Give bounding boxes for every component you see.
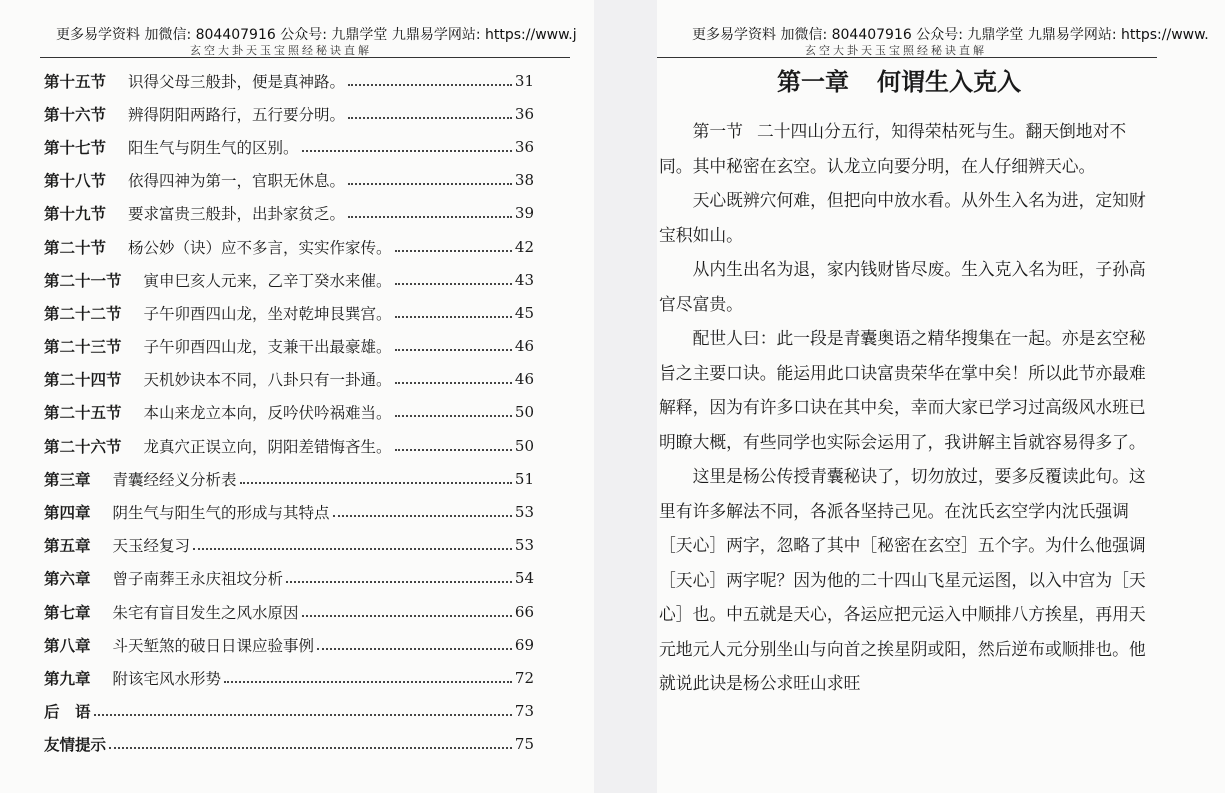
toc-entry-label: 第五章	[44, 536, 91, 556]
watermark-text: 更多易学资料 加微信: 804407916 公众号: 九鼎学堂 九鼎易学网站: https://www.j	[56, 27, 577, 43]
toc-leader-dots	[109, 747, 512, 749]
toc-entry-title: 曾子南葬王永庆祖坟分析	[112, 570, 284, 589]
toc-entry-title: 本山来龙立本向，反吟伏吟祸难当。	[143, 404, 392, 423]
toc-leader-dots	[302, 150, 512, 152]
toc-entry	[44, 628, 534, 661]
toc-entry	[44, 595, 534, 628]
toc-entry-page: 73	[514, 702, 534, 721]
left-page	[0, 0, 594, 793]
toc-entry-title: 子午卯酉四山龙，坐对乾坤艮巽宫。	[143, 304, 392, 323]
toc-leader-dots	[193, 548, 512, 550]
toc-entry-label: 后 语	[44, 702, 91, 722]
running-head: 玄空大卦天玉宝照经秘诀直解	[805, 44, 987, 57]
toc-entry	[44, 197, 534, 230]
toc-leader-dots	[317, 648, 512, 650]
toc-entry-page: 72	[514, 668, 534, 687]
toc-leader-dots	[286, 581, 512, 583]
toc-entry-title: 天机妙诀本不同，八卦只有一卦通。	[143, 371, 392, 390]
paragraph: 配世人曰：此一段是青囊奥语之精华搜集在一起。亦是玄空秘旨之主要口诀。能运用此口诀富贵荣华在掌中矣！所以此节亦最难解释，因为有许多口诀在其中矣，幸而大家已学习过高级风水班已明瞭大概，有些同学也实际会运用了，我讲解主旨就容易得多了。	[659, 328, 1146, 452]
toc-entry-label: 第二十三节	[44, 337, 122, 357]
toc-entry-label: 第二十二节	[44, 303, 122, 323]
toc-leader-dots	[224, 681, 512, 683]
toc-entry-page: 43	[514, 270, 534, 289]
toc-entry-page: 53	[514, 536, 534, 555]
toc-entry	[44, 164, 534, 197]
toc-leader-dots	[348, 84, 512, 86]
running-head: 玄空大卦天玉宝照经秘诀直解	[190, 44, 372, 57]
toc-entry-title: 朱宅有盲目发生之风水原因	[112, 603, 299, 622]
toc-leader-dots	[395, 382, 512, 384]
toc-entry	[44, 330, 534, 363]
toc-leader-dots	[348, 117, 512, 119]
toc-entry-page: 46	[514, 370, 534, 389]
toc-entry-page: 39	[514, 204, 534, 223]
toc-entry-title: 子午卯酉四山龙，支兼干出最豪雄。	[143, 338, 392, 357]
toc-entry-title: 天玉经复习	[112, 537, 191, 556]
toc-entry-page: 75	[514, 735, 534, 754]
toc-leader-dots	[395, 349, 512, 351]
toc-entry-page: 45	[514, 303, 534, 322]
toc-entry-title: 要求富贵三般卦，出卦家贫乏。	[128, 205, 346, 224]
watermark-text: 更多易学资料 加微信: 804407916 公众号: 九鼎学堂 九鼎易学网站: https://www.	[692, 27, 1209, 43]
toc-entry-title: 杨公妙（诀）应不多言，实实作家传。	[128, 238, 392, 257]
toc-entry-label: 第二十六节	[44, 436, 122, 456]
toc-leader-dots	[348, 216, 512, 218]
toc-entry-page: 36	[514, 104, 534, 123]
toc-leader-dots	[94, 714, 512, 716]
toc-entry-page: 53	[514, 503, 534, 522]
header-rule	[40, 57, 570, 58]
toc-entry-page: 54	[514, 569, 534, 588]
toc-entry-page: 42	[514, 237, 534, 256]
toc-entry-title: 阳生气与阴生气的区别。	[128, 138, 299, 157]
toc-entry	[44, 495, 534, 528]
header-rule	[657, 57, 1157, 58]
toc-entry-title: 斗天堑煞的破日日课应验事例	[112, 636, 315, 655]
toc-entry-page: 50	[514, 436, 534, 455]
table-of-contents	[44, 64, 534, 761]
toc-entry-title: 识得父母三般卦，便是真神路。	[128, 72, 346, 91]
toc-leader-dots	[395, 449, 512, 451]
toc-leader-dots	[395, 415, 512, 417]
toc-entry	[44, 529, 534, 562]
paragraph: 从内生出名为退，家内钱财皆尽废。生入克入名为旺，子孙高官尽富贵。	[659, 259, 1146, 314]
toc-entry	[44, 396, 534, 429]
toc-entry-title: 龙真穴正误立向，阴阳差错悔吝生。	[143, 437, 392, 456]
toc-entry-label: 友情提示	[44, 735, 107, 755]
toc-entry-label: 第七章	[44, 602, 91, 622]
toc-entry-title: 青囊经经义分析表	[112, 470, 237, 489]
toc-entry	[44, 263, 534, 296]
toc-entry	[44, 728, 534, 761]
right-page	[657, 0, 1225, 793]
toc-leader-dots	[395, 283, 512, 285]
toc-entry-label: 第四章	[44, 503, 91, 523]
toc-entry-label: 第二十节	[44, 237, 107, 257]
toc-entry-page: 66	[514, 602, 534, 621]
paragraph	[659, 114, 1155, 183]
toc-entry-label: 第二十一节	[44, 270, 122, 290]
toc-leader-dots	[302, 615, 512, 617]
page-gutter	[594, 0, 657, 793]
toc-entry-page: 31	[514, 71, 534, 90]
toc-leader-dots	[395, 250, 512, 252]
toc-entry-page: 50	[514, 403, 534, 422]
toc-entry	[44, 230, 534, 263]
toc-entry-page: 69	[514, 635, 534, 654]
toc-entry	[44, 661, 534, 694]
chapter-body	[659, 114, 1155, 701]
toc-leader-dots	[395, 316, 512, 318]
toc-entry-label: 第二十五节	[44, 403, 122, 423]
toc-entry-title: 依得四神为第一，官职无休息。	[128, 172, 346, 191]
toc-leader-dots	[333, 515, 512, 517]
paragraph: 这里是杨公传授青囊秘诀了，切勿放过，要多反覆读此句。这里有许多解法不同，各派各坚持己见。在沈氏玄空学内沈氏强调［天心］两字，忽略了其中［秘密在玄空］五个字。为什么他强调［天心］两字呢？因为他的二十四山飞星元运图，以入中宫为［天心］也。中五就是天心，各运应把元运入中顺排八方挨星，再用天元地元人元分别坐山与向首之挨星阴或阳，然后逆布或顺排也。他就说此诀是杨公求旺山求旺	[659, 466, 1146, 693]
toc-entry	[44, 296, 534, 329]
toc-entry-title: 阴生气与阳生气的形成与其特点	[112, 504, 330, 523]
toc-entry-label: 第十七节	[44, 137, 107, 157]
toc-entry-label: 第二十四节	[44, 370, 122, 390]
section-label: 第一节	[692, 121, 743, 141]
toc-entry	[44, 130, 534, 163]
toc-entry-label: 第八章	[44, 635, 91, 655]
toc-entry	[44, 462, 534, 495]
toc-entry	[44, 64, 534, 97]
paragraph: 天心既辨穴何难，但把向中放水看。从外生入名为进，定知财宝积如山。	[659, 190, 1146, 245]
toc-entry	[44, 97, 534, 130]
toc-entry-page: 38	[514, 171, 534, 190]
toc-entry	[44, 363, 534, 396]
toc-entry-title: 辨得阴阳两路行，五行要分明。	[128, 105, 346, 124]
toc-entry	[44, 562, 534, 595]
toc-entry-label: 第十八节	[44, 171, 107, 191]
toc-entry-page: 36	[514, 137, 534, 156]
toc-entry-page: 51	[514, 469, 534, 488]
toc-leader-dots	[348, 183, 512, 185]
chapter-title: 何谓生入克入	[877, 68, 1021, 96]
toc-entry	[44, 695, 534, 728]
toc-entry-page: 46	[514, 337, 534, 356]
toc-entry-label: 第六章	[44, 569, 91, 589]
toc-entry-label: 第十九节	[44, 204, 107, 224]
paragraph-text: 二十四山分五行，知得荣枯死与生。翻天倒地对不同。其中秘密在玄空。认龙立向要分明，在人仔细辨天心。	[659, 121, 1127, 176]
toc-entry-label: 第十六节	[44, 104, 107, 124]
chapter-heading	[777, 62, 1021, 97]
toc-entry-label: 第三章	[44, 469, 91, 489]
toc-leader-dots	[240, 482, 512, 484]
toc-entry-label: 第十五节	[44, 71, 107, 91]
toc-entry-label: 第九章	[44, 668, 91, 688]
toc-entry-title: 寅申巳亥人元来，乙辛丁癸水来催。	[143, 271, 392, 290]
toc-entry-title: 附该宅风水形势	[112, 669, 222, 688]
toc-entry	[44, 429, 534, 462]
chapter-number: 第一章	[777, 68, 849, 96]
